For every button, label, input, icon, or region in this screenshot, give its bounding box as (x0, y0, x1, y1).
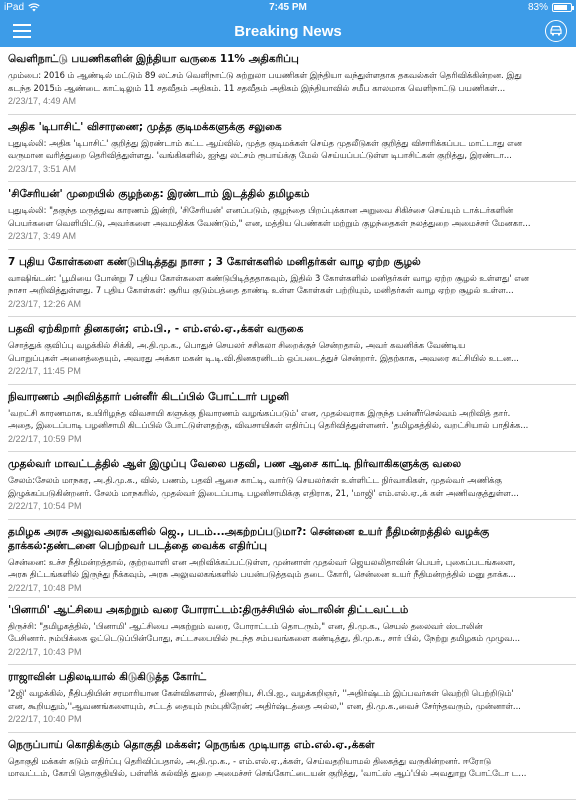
news-summary-line: பேசினார். நம்பிக்கை ஓட்டெடுப்பின்போது, சட்டசபையில் நடந்த சம்பவங்களை கண்டித்து, தி.மு.க., சார் பில், நேற்று தமிழகம் முழுவ... (8, 632, 568, 645)
status-bar (0, 0, 576, 16)
news-summary (8, 69, 568, 94)
news-summary (8, 339, 568, 364)
news-headline: பதவி ஏற்கிறார் தினகரன்; எம்.பி., - எம்.எல்.ஏ.,க்கள் வருகை (8, 323, 568, 336)
news-headline: நெருப்பாய் கொதிக்கும் தொகுதி மக்கள்; நெருங்க முடியாத எம்.எல்.ஏ.,க்கள் (8, 739, 568, 752)
news-headline: வெளிநாட்டு பயணிகளின் இந்தியா வருகை 11% அதிகரிப்பு (8, 53, 568, 66)
news-summary-line: அதை, இடைப்பாடி பழனிசாமி கிடப்பில் போட்டுள்ளதற்கு, விவசாயிகள் எதிர்ப்பு தெரிவித்துள்ளனர். 'தமிழகத்தில், வறட்சியால் பாதிக்க... (8, 419, 568, 432)
news-headline: தமிழக அரசு அலுவலகங்களில் ஜெ., படம்...அகற்றப்படுமா?: சென்னை உயர் நீதிமன்றத்தில் வழக்கு (8, 526, 568, 539)
news-summary-line: என, கூறியதும்,''ஆவணங்களையும், சட்டத் தையும் நம்புகிறேன்; அதிர்ஷ்டத்தை அல்ல,'' என, தி.மு.க.,வைச் சேர்ந்தவரும், முன்னாள்... (8, 700, 568, 713)
news-timestamp: 2/22/17, 10:40 PM (8, 714, 82, 724)
news-headline: அதிக 'டிபாசிட்' விசாரணை; முத்த குடிமக்களுக்கு சலுகை (8, 121, 568, 134)
news-summary-line: நாசா அறிவித்துள்ளது. 7 புதிய கோள்கள்: சூரிய குடும்பத்தை தாண்டி உள்ள கோள்கள் பற்றியும், மனிதர்கள் வாழ ஏற்ற சூழல் உள்ள... (8, 284, 568, 297)
news-timestamp: 2/23/17, 3:49 AM (8, 231, 76, 241)
news-summary-line: பெயர்களை வெளியிட்டு, அவர்களை அவமதிக்க வேண்டும்," என, மத்திய பெண்கள் மற்றும் குழந்தைகள் நலத்துறை அமைச்சர் மேனகா... (8, 217, 568, 230)
news-headline-line2: தாக்கல்:தண்டனை பெற்றவர் படத்தை வைக்க எதிர்ப்பு (8, 540, 568, 553)
news-summary-line: தொகுதி மக்கள் கடும் எதிர்ப்பு தெரிவிப்பதால், அ.தி.மு.க., - எம்.எல்.ஏ.,க்கள், செய்வதறியாமல் திகைத்து வருகின்றனர். ஈரோடு (8, 755, 568, 768)
news-summary-line: மாவட்டம், கோபி தொகுதியில், பள்ளிக் கல்வித் துறை அமைச்சர் செங்கோட்டையன் குறித்து, 'வாட்ஸ் ஆப்'பில் அவதுாறு போட்டோ ட... (8, 767, 568, 780)
news-summary-line: சொத்துக் குவிப்பு வழக்கில் சிக்கி, அ.தி.மு.க., பொதுச் செயலர் சசிகலா சிறைக்குச் சென்றதால், அவர் கவனிக்க வேண்டிய (8, 339, 568, 352)
car-icon[interactable] (545, 20, 567, 42)
news-item[interactable] (0, 665, 576, 733)
news-timestamp: 2/22/17, 10:54 PM (8, 501, 82, 511)
news-summary-line: மும்பை: 2016 ம் ஆண்டில் மட்டும் 89 லட்சம் வெளிநாட்டு சுற்றுலா பயணிகள் இந்தியா வந்துள்ளதாக தகவல்கள் தெரிவிக்கின்றன. இது (8, 69, 568, 82)
news-headline: முதல்வர் மாவட்டத்தில் ஆள் இழுப்பு வேலை பதவி, பண ஆசை காட்டி நிர்வாகிகளுக்கு வலை (8, 458, 568, 471)
news-summary (8, 687, 568, 712)
news-summary (8, 755, 568, 780)
news-timestamp: 2/22/17, 10:59 PM (8, 434, 82, 444)
news-summary (8, 272, 568, 297)
news-list (0, 47, 576, 768)
navigation-bar (0, 16, 576, 47)
news-item[interactable] (0, 385, 576, 453)
news-timestamp: 2/23/17, 4:49 AM (8, 96, 76, 106)
news-summary-line: வருமான வரித்துறை தெரிவித்துள்ளது. 'வங்கிகளில், ஐந்து லட்சம் ரூபாய்க்கு மேல் செய்யப்பட்டுள்ள டிபாசிட்கள் குறித்து, இரண்டா... (8, 149, 568, 162)
news-summary-line: அரசு திட்டங்களில் இருந்து நீக்கவும், அரசு அலுவலகங்களில் பயன்படுத்தவும் தடை கோரி, சென்னை உயர் நீதிமன்றத்தில் மனு தாக்க... (8, 568, 568, 581)
news-item[interactable] (0, 452, 576, 520)
news-summary-line: புதுடில்லி: "தகுந்த மருத்துவ காரணம் இன்றி, 'சிசேரியன்' எனப்படும், குழந்தை பிறப்புக்கான அறுவை சிகிச்சை செய்யும் டாக்டர்களின் (8, 204, 568, 217)
carrier-label: iPad (4, 2, 24, 13)
news-timestamp: 2/23/17, 12:26 AM (8, 299, 81, 309)
news-timestamp: 2/22/17, 10:43 PM (8, 647, 82, 657)
news-timestamp: 2/23/17, 3:51 AM (8, 164, 76, 174)
news-summary-line: புதுடில்லி: அதிக 'டிபாசிட்' குறித்து இரண்டாம் கட்ட ஆய்வில், முத்த குடிமக்கள் செய்த முதலீடுகள் குறித்து விசாரிக்கப்பட மாட்டாது என (8, 137, 568, 150)
news-summary-line: இழுக்கப்படுகின்றனர். சேலம் மாநகரில், முதல்வர் இடைப்பாடி பழனிசாமிக்கு எதிராக, 21, 'மாஜி' எம்.எல்.ஏ.,க் கள் அணிவகுத்துள்ள... (8, 487, 568, 500)
news-summary-line: 'வறட்சி காரணமாக, உயிரிழந்த விவசாயி களுக்கு நிவாரணம் வழங்கப்படும்' என, முதல்வராக இருந்த பன்னீர்செல்வம் அறிவித் தார். (8, 407, 568, 420)
news-timestamp: 2/22/17, 10:48 PM (8, 583, 82, 593)
news-summary (8, 407, 568, 432)
battery-fill (554, 5, 567, 10)
news-summary-line: சேலம்:சேலம் மாநகர, அ.தி.மு.க., வில், பணம், பதவி ஆசை காட்டி, வார்டு செயலர்கள் உள்ளிட்ட நிர்வாகிகள், முதல்வர் அணிக்கு (8, 474, 568, 487)
news-item[interactable] (0, 47, 576, 115)
news-item[interactable] (0, 182, 576, 250)
news-summary-line: சென்னை: உச்ச நீதிமன்றத்தால், குற்றவாளி என அறிவிக்கப்பட்டுள்ள, முன்னாள் முதல்வர் ஜெயலலிதாவின் பெயர், புகைப்படங்களை, (8, 556, 568, 569)
news-item[interactable] (0, 317, 576, 385)
news-summary (8, 474, 568, 499)
news-summary (8, 204, 568, 229)
news-headline: 'சிசேரியன்' முறையில் குழந்தை: இரண்டாம் இடத்தில் தமிழகம் (8, 188, 568, 201)
news-item[interactable] (0, 598, 576, 666)
news-summary (8, 137, 568, 162)
page-title: Breaking News (0, 23, 576, 40)
news-headline: ராஜாவின் பதிலடியால் கிடுகிடுத்த கோர்ட் (8, 671, 568, 684)
news-item[interactable] (0, 733, 576, 800)
news-headline: 7 புதிய கோள்களை கண்டுபிடித்தது நாசா ; 3 கோள்களில் மனிதர்கள் வாழ ஏற்ற சூழல் (8, 256, 568, 269)
news-headline: நிவாரணம் அறிவித்தார் பன்னீர் கிடப்பில் போட்டார் பழனி (8, 391, 568, 404)
news-headline: 'பினாமி' ஆட்சியை அகற்றும் வரை போராட்டம்:திருச்சியில் ஸ்டாலின் திட்டவட்டம் (8, 604, 568, 617)
news-summary-line: கடந்த 2015ம் ஆண்டை காட்டிலும் 11 சதவீதம் அதிகம். 11 சதவீதம் அதிகம் இந்தியாவில் சமீப காலமாக வெளிநாட்டு பயணிகள்... (8, 82, 568, 95)
news-summary-line: '2ஜி' வழக்கில், நீதிபதியின் சரமாரியான கேள்விகளால், திணறிய, சி.பி.ஐ., வழக்கறிஞர், ''அதிர்ஷ்டம் இப்பவர்கள் வெற்றி பெற்றிடும்' (8, 687, 568, 700)
news-summary (8, 556, 568, 581)
news-item[interactable] (0, 520, 576, 598)
status-time: 7:45 PM (0, 2, 576, 13)
battery-percent: 83% (528, 2, 548, 13)
news-summary-line: பொறுப்புகள் அனைத்தையும், அவரது அக்கா மகன் டி.டி.வி.தினகரனிடம் ஒப்படைத்துச் சென்றார். இதற்காக, அவரை கட்சியில் உடன... (8, 352, 568, 365)
status-right (528, 2, 572, 13)
news-summary-line: திருச்சி: "தமிழகத்தில், 'பினாமி' ஆட்சியை அகற்றும் வரை, போராட்டம் தொடரும்," என, தி.மு.க., செயல் தலைவர் ஸ்டாலின் (8, 620, 568, 633)
news-item[interactable] (0, 250, 576, 318)
battery-icon (552, 3, 572, 12)
news-item[interactable] (0, 115, 576, 183)
news-summary-line: வாஷிங்டன்: 'பூமியை போன்று 7 புதிய கோள்களை கண்டுபிடித்ததாகவும், இதில் 3 கோள்களில் மனிதர்கள் வாழ ஏற்ற சூழல் உள்ளது' என (8, 272, 568, 285)
news-timestamp: 2/22/17, 11:45 PM (8, 366, 81, 376)
news-summary (8, 620, 568, 645)
